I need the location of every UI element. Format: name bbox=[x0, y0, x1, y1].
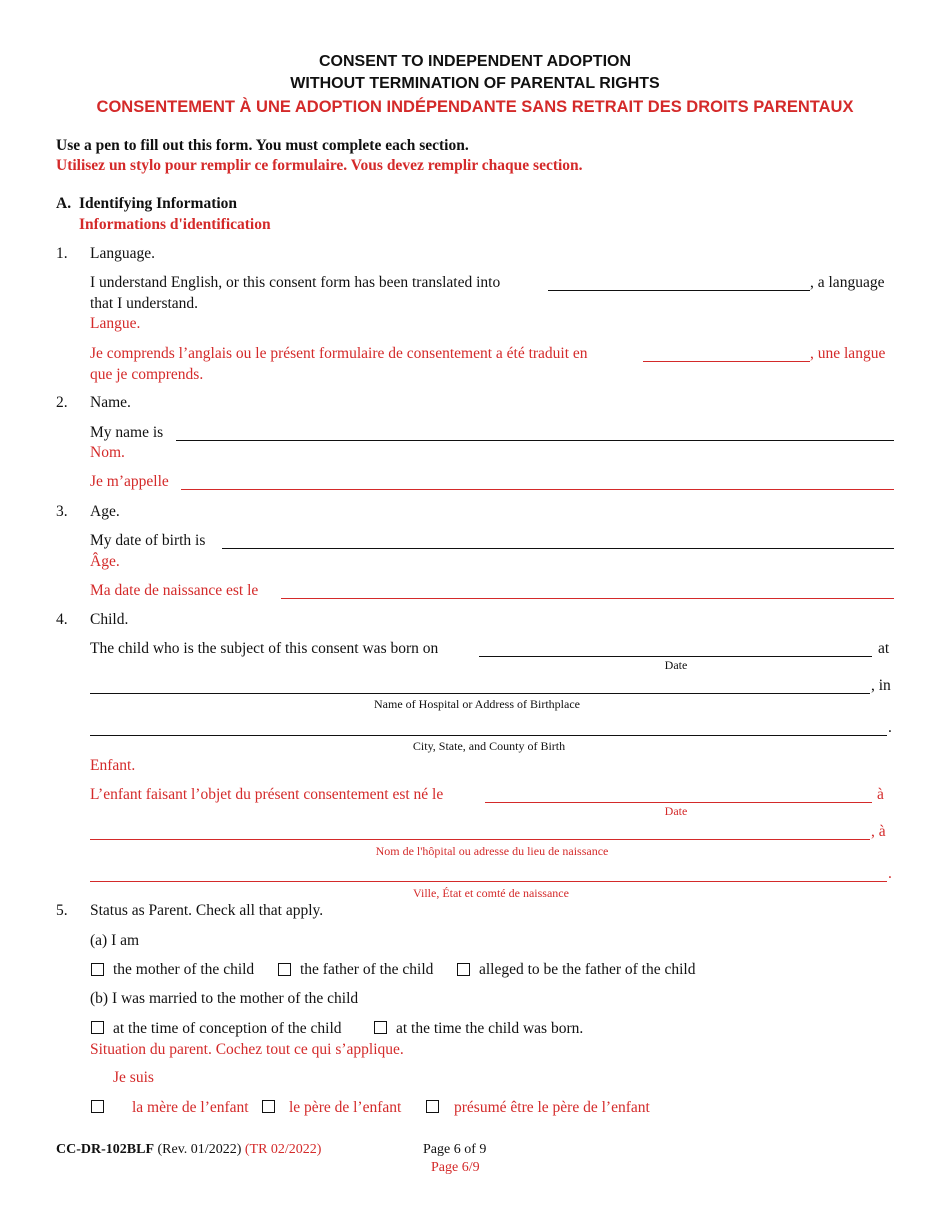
item-2-heading-en: Name. bbox=[90, 394, 131, 411]
label-born: at the time the child was born. bbox=[396, 1020, 584, 1037]
footer-tr: (TR 02/2022) bbox=[244, 1142, 322, 1157]
item-4-heading-fr: Enfant. bbox=[90, 757, 136, 774]
item-3-heading-en: Age. bbox=[90, 503, 120, 520]
birthplace-field-fr[interactable] bbox=[90, 839, 870, 840]
title-line-1: CONSENT TO INDEPENDENT ADOPTION bbox=[318, 53, 632, 70]
caption-hospital-en: Name of Hospital or Address of Birthplace bbox=[374, 697, 580, 711]
item-4-period-fr: . bbox=[888, 865, 892, 882]
item-1-text-en-c: that I understand. bbox=[90, 295, 199, 312]
language-field-fr[interactable] bbox=[643, 361, 810, 362]
item-1-text-fr-c: que je comprends. bbox=[90, 366, 204, 383]
checkbox-father[interactable] bbox=[278, 963, 291, 976]
child-birth-date-field[interactable] bbox=[479, 656, 872, 657]
item-5-heading-fr: Situation du parent. Cochez tout ce qui s’applique. bbox=[90, 1041, 404, 1058]
item-5-a-label-fr: Je suis bbox=[113, 1069, 154, 1086]
item-4-at-en: at bbox=[878, 640, 890, 657]
item-4-period-en: . bbox=[888, 719, 892, 736]
city-state-county-field-fr[interactable] bbox=[90, 881, 887, 882]
date-of-birth-field-fr[interactable] bbox=[281, 598, 894, 599]
item-4-text-fr: L’enfant faisant l’objet du présent consentement est né le bbox=[90, 786, 444, 803]
label-father-fr: le père de l’enfant bbox=[289, 1099, 402, 1116]
title-line-2: WITHOUT TERMINATION OF PARENTAL RIGHTS bbox=[290, 75, 660, 92]
item-3-text-en: My date of birth is bbox=[90, 532, 206, 549]
label-mother: the mother of the child bbox=[113, 961, 255, 978]
item-4-text-en: The child who is the subject of this consent was born on bbox=[90, 640, 439, 657]
item-1-text-fr: Je comprends l’anglais ou le présent formulaire de consentement a été traduit en bbox=[90, 345, 588, 362]
date-of-birth-field[interactable] bbox=[222, 548, 894, 549]
checkbox-mother-fr[interactable] bbox=[91, 1100, 104, 1113]
item-2-text-fr: Je m’appelle bbox=[90, 473, 169, 490]
item-1-text-en-b: , a language bbox=[810, 274, 885, 291]
item-2-text-en: My name is bbox=[90, 424, 164, 441]
checkbox-conception[interactable] bbox=[91, 1021, 104, 1034]
item-3-heading-fr: Âge. bbox=[90, 553, 120, 570]
instructions-fr: Utilisez un stylo pour remplir ce formulaire. Vous devez remplir chaque section. bbox=[56, 157, 583, 174]
item-1-text-en: I understand English, or this consent form has been translated into bbox=[90, 274, 501, 291]
section-a-title-fr: Informations d'identification bbox=[79, 216, 271, 233]
title-line-3-fr: CONSENTEMENT À UNE ADOPTION INDÉPENDANTE SANS RETRAIT DES DROITS PARENTAUX bbox=[96, 98, 854, 116]
item-4-at-fr: à bbox=[877, 786, 884, 803]
item-4-in-en: , in bbox=[871, 677, 891, 694]
caption-city-fr: Ville, État et comté de naissance bbox=[413, 886, 569, 900]
label-alleged-father-fr: présumé être le père de l’enfant bbox=[454, 1099, 650, 1116]
item-3-text-fr: Ma date de naissance est le bbox=[90, 582, 259, 599]
label-conception: at the time of conception of the child bbox=[113, 1020, 342, 1037]
label-mother-fr: la mère de l’enfant bbox=[132, 1099, 249, 1116]
checkbox-mother[interactable] bbox=[91, 963, 104, 976]
footer-page-fr: Page 6/9 bbox=[431, 1160, 480, 1175]
instructions-en: Use a pen to fill out this form. You must complete each section. bbox=[56, 137, 469, 154]
item-2-heading-fr: Nom. bbox=[90, 444, 125, 461]
checkbox-born[interactable] bbox=[374, 1021, 387, 1034]
section-a-label: A. bbox=[56, 195, 72, 212]
item-5-heading-en: Status as Parent. Check all that apply. bbox=[90, 902, 324, 919]
footer-rev: (Rev. 01/2022) bbox=[157, 1142, 242, 1157]
item-1-text-fr-b: , une langue bbox=[810, 345, 886, 362]
caption-hospital-fr: Nom de l'hôpital ou adresse du lieu de naissance bbox=[375, 844, 609, 858]
footer-form-id: CC-DR-102BLF bbox=[56, 1142, 154, 1157]
item-4-in-fr: , à bbox=[871, 823, 886, 840]
item-5-a-label: (a) I am bbox=[90, 932, 140, 949]
item-2-number: 2. bbox=[56, 394, 68, 411]
item-1-heading-en: Language. bbox=[90, 245, 155, 262]
item-1-heading-fr: Langue. bbox=[90, 315, 141, 332]
name-field-fr[interactable] bbox=[181, 489, 894, 490]
footer-form-info bbox=[56, 1142, 321, 1158]
checkbox-alleged-father-fr[interactable] bbox=[426, 1100, 439, 1113]
label-father: the father of the child bbox=[300, 961, 434, 978]
item-3-number: 3. bbox=[56, 503, 68, 520]
checkbox-father-fr[interactable] bbox=[262, 1100, 275, 1113]
footer-page-en: Page 6 of 9 bbox=[423, 1142, 487, 1157]
label-alleged-father: alleged to be the father of the child bbox=[479, 961, 696, 978]
caption-city-en: City, State, and County of Birth bbox=[412, 739, 566, 753]
child-birth-date-field-fr[interactable] bbox=[485, 802, 872, 803]
city-state-county-field[interactable] bbox=[90, 735, 887, 736]
birthplace-field[interactable] bbox=[90, 693, 870, 694]
item-1-number: 1. bbox=[56, 245, 68, 262]
item-4-number: 4. bbox=[56, 611, 68, 628]
item-4-heading-en: Child. bbox=[90, 611, 129, 628]
name-field[interactable] bbox=[176, 440, 894, 441]
section-a-title-en: Identifying Information bbox=[79, 195, 238, 212]
caption-date-en: Date bbox=[664, 658, 688, 672]
item-5-number: 5. bbox=[56, 902, 68, 919]
item-5-b-label: (b) I was married to the mother of the child bbox=[90, 990, 359, 1007]
checkbox-alleged-father[interactable] bbox=[457, 963, 470, 976]
caption-date-fr: Date bbox=[664, 804, 688, 818]
language-field[interactable] bbox=[548, 290, 810, 291]
